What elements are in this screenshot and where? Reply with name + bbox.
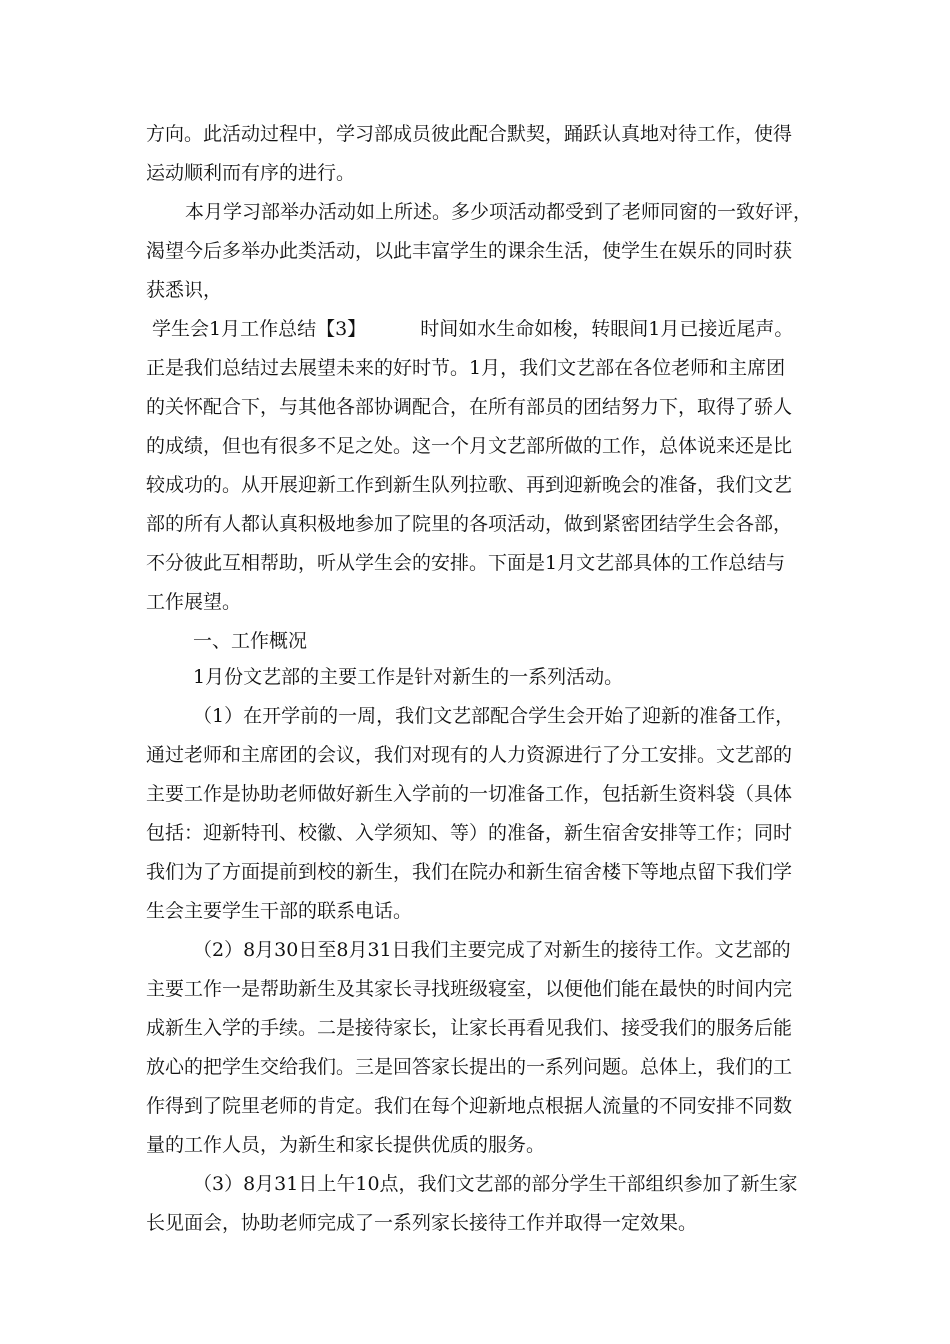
paragraph-line: 生会主要学生干部的联系电话。 xyxy=(146,900,413,922)
paragraph-line: 的成绩，但也有很多不足之处。这一个月文艺部所做的工作，总体说来还是比 xyxy=(146,435,793,457)
paragraph-line: （3）8月31日上午10点，我们文艺部的部分学生干部组织参加了新生家 xyxy=(193,1173,798,1195)
paragraph-line: 的关怀配合下，与其他各部协调配合，在所有部员的团结努力下，取得了骄人 xyxy=(146,396,793,418)
paragraph-line: 部的所有人都认真积极地参加了院里的各项活动，做到紧密团结学生会各部， xyxy=(146,513,793,535)
paragraph-line: 获悉识， xyxy=(146,279,223,301)
paragraph-line: 1月份文艺部的主要工作是针对新生的一系列活动。 xyxy=(193,666,624,688)
paragraph-line: 量的工作人员，为新生和家长提供优质的服务。 xyxy=(146,1134,546,1156)
paragraph-line: （1）在开学前的一周，我们文艺部配合学生会开始了迎新的准备工作， xyxy=(193,705,795,727)
paragraph-line: 工作展望。 xyxy=(146,591,242,613)
paragraph-line: 通过老师和主席团的会议，我们对现有的人力资源进行了分工安排。文艺部的 xyxy=(146,744,793,766)
paragraph-line: 本月学习部举办活动如上所述。多少项活动都受到了老师同窗的一致好评， xyxy=(185,201,813,223)
paragraph-line: 包括：迎新特刊、校徽、入学须知、等）的准备，新生宿舍安排等工作；同时 xyxy=(146,822,793,844)
paragraph-line: 方向。此活动过程中，学习部成员彼此配合默契，踊跃认真地对待工作，使得 xyxy=(146,123,793,145)
paragraph-line: 主要工作是协助老师做好新生入学前的一切准备工作，包括新生资料袋（具体 xyxy=(146,783,793,805)
paragraph-line: 我们为了方面提前到校的新生，我们在院办和新生宿舍楼下等地点留下我们学 xyxy=(146,861,793,883)
paragraph-line: （2）8月30日至8月31日我们主要完成了对新生的接待工作。文艺部的 xyxy=(193,939,791,961)
paragraph-line: 成新生入学的手续。二是接待家长，让家长再看见我们、接受我们的服务后能 xyxy=(146,1017,793,1039)
paragraph-line: 渴望今后多举办此类活动，以此丰富学生的课余生活，使学生在娱乐的同时获 xyxy=(146,240,793,262)
paragraph-line: 作得到了院里老师的肯定。我们在每个迎新地点根据人流量的不同安排不同数 xyxy=(146,1095,793,1117)
section-heading: 学生会1月工作总结【3】 xyxy=(152,318,367,340)
subheading-line: 一、工作概况 xyxy=(193,630,308,652)
section-heading-tail: 时间如水生命如梭，转眼间1月已接近尾声。 xyxy=(420,318,794,340)
section-heading-line xyxy=(152,315,950,343)
paragraph-line: 较成功的。从开展迎新工作到新生队列拉歌、再到迎新晚会的准备，我们文艺 xyxy=(146,474,793,496)
paragraph-line: 放心的把学生交给我们。三是回答家长提出的一系列问题。总体上，我们的工 xyxy=(146,1056,793,1078)
paragraph-line: 运动顺利而有序的进行。 xyxy=(146,162,356,184)
paragraph-line: 正是我们总结过去展望未来的好时节。1月，我们文艺部在各位老师和主席团 xyxy=(146,357,786,379)
paragraph-line: 主要工作一是帮助新生及其家长寻找班级寝室，以便他们能在最快的时间内完 xyxy=(146,978,793,1000)
paragraph-line: 长见面会，协助老师完成了一系列家长接待工作并取得一定效果。 xyxy=(146,1212,698,1234)
paragraph-line: 不分彼此互相帮助，听从学生会的安排。下面是1月文艺部具体的工作总结与 xyxy=(146,552,786,574)
